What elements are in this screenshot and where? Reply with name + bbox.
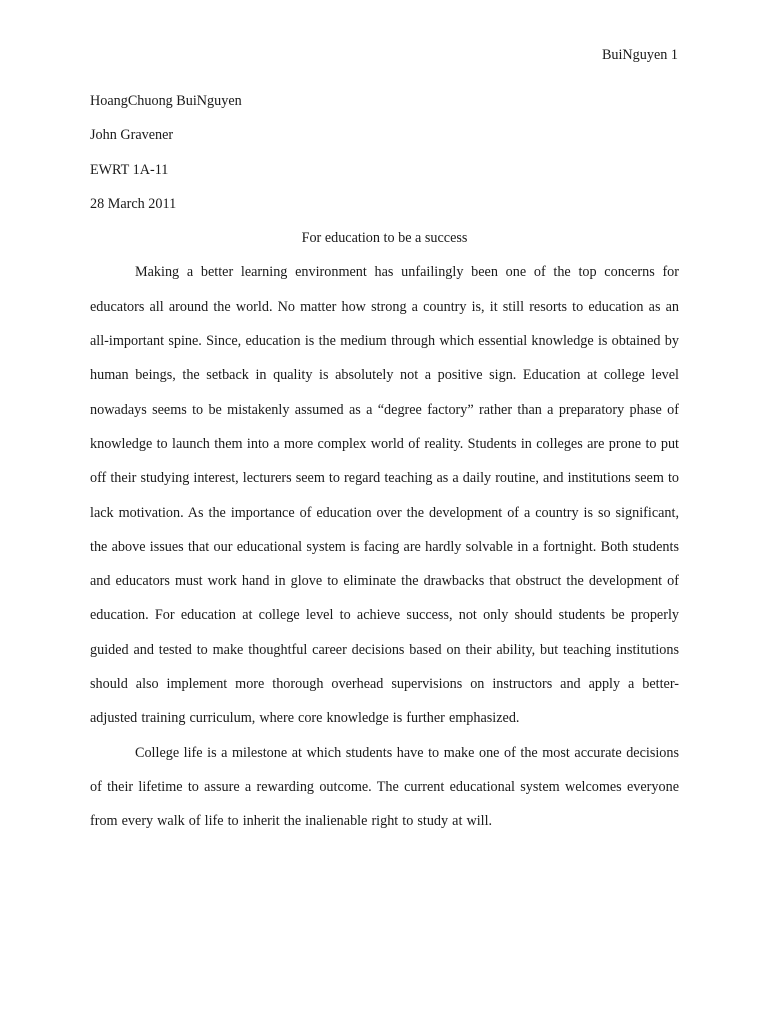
paragraph-1: Making a better learning environment has unfailingly been one of the top concerns for educators all around the world. No matter how strong a country is, it still resorts to education as an all-important spine. Since, education is the medium through which essential knowledge is obtained by human beings, the setback in quality is absolutely not a positive sign. Education at college level nowadays seems to be mistakenly assumed as a “degree factory” rather than a preparatory phase of knowledge to launch them into a more complex world of reality. Students in colleges are prone to put off their studying interest, lecturers seem to regard teaching as a daily routine, and institutions seem to lack motivation. As the importance of education over the development of a country is so significant, the above issues that our educational system is facing are hardly solvable in a fortnight. Both students and educators must work hand in glove to eliminate the drawbacks that obstruct the development of education. For education at college level to achieve success, not only should students be properly guided and tested to make thoughtful career decisions based on their ability, but teaching institutions should also implement more thorough overhead supervisions on instructors and apply a better-adjusted training curriculum, where core knowledge is further emphasized. [90,264,679,727]
instructor-name: John Gravener [90,127,174,144]
essay-title: For education to be a success [301,230,468,247]
running-header: BuiNguyen 1 [601,47,678,63]
course-code: EWRT 1A-11 [90,161,169,178]
student-name: HoangChuong BuiNguyen [90,93,242,109]
document-body [90,84,679,839]
paragraph-2: College life is a milestone at which students have to make one of the most accurate decisions of their lifetime to assure a rewarding outcome. The current educational system welcomes everyone from every walk of life to inherit the inalienable right to study at will. [90,744,679,830]
essay-date: 28 March 2011 [90,195,177,212]
